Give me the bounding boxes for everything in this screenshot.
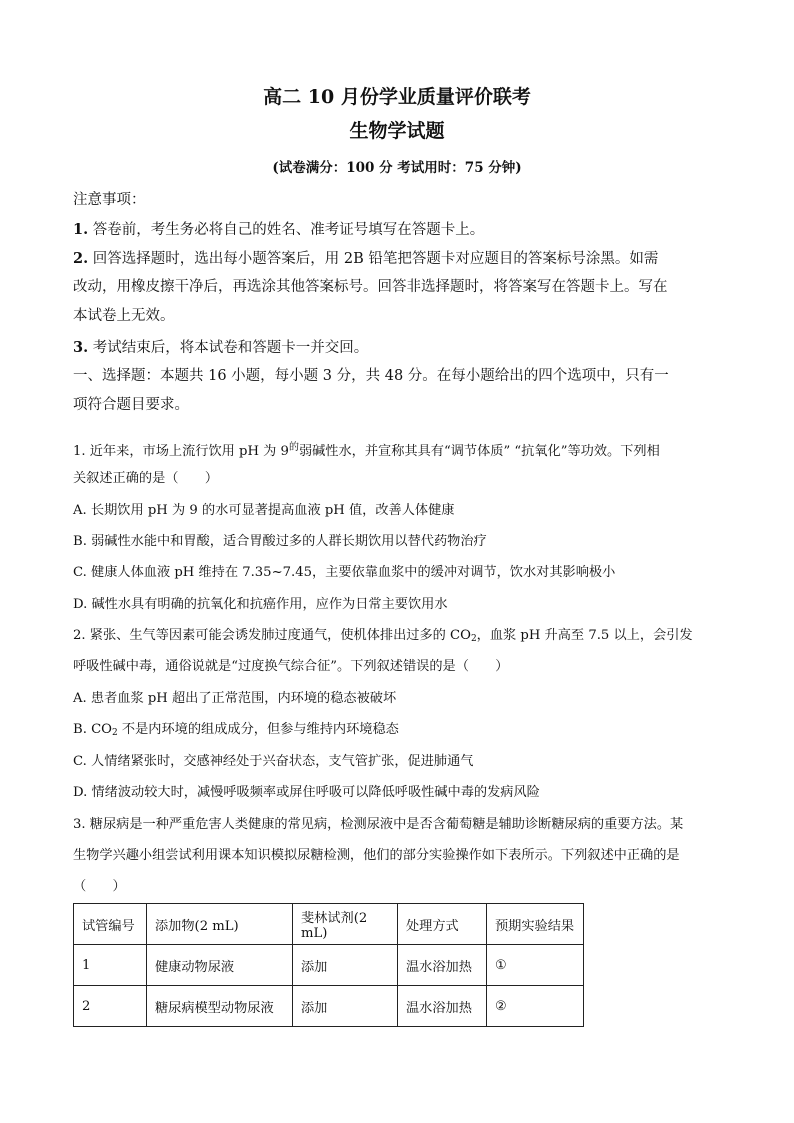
question-2-text-a: 2. 紧张、生气等因素可能会诱发肺过度通气，使机体排出过多的 CO (73, 628, 471, 643)
question-1-option-b: B. 弱碱性水能中和胃酸，适合胃酸过多的人群长期饮用以替代药物治疗 (73, 534, 487, 549)
table-cell: 1 (74, 945, 147, 986)
question-1-superscript: 的 (288, 442, 299, 453)
notice-item-2 (73, 244, 723, 274)
notice-item-2-number: 2. (73, 250, 89, 267)
question-2-option-d: D. 情绪波动较大时，减慢呼吸频率或屏住呼吸可以降低呼吸性碱中毒的发病风险 (73, 785, 540, 800)
question-1-option-a: A. 长期饮用 pH 为 9 的水可显著提高血液 pH 值，改善人体健康 (73, 503, 455, 518)
notice-item-2-line-3: 本试卷上无效。 (73, 308, 175, 324)
notice-item-1 (73, 215, 723, 245)
table-cell: 添加 (293, 945, 398, 986)
question-1-option-d: D. 碱性水具有明确的抗氧化和抗癌作用，应作为日常主要饮用水 (73, 597, 448, 612)
table-header-cell: 斐林试剂(2 mL) (293, 904, 398, 945)
table-header-cell: 处理方式 (398, 904, 487, 945)
notice-item-1-text: 答卷前，考生务必将自己的姓名、准考证号填写在答题卡上。 (92, 222, 485, 238)
notice-item-3 (73, 333, 723, 363)
question-1-text-b: 弱碱性水，并宣称其具有“调节体质” “抗氧化”等功效。下列相 (298, 444, 660, 459)
subject-title: 生物学试题 (349, 120, 445, 142)
question-2-option-c: C. 人情绪紧张时，交感神经处于兴奋状态，支气管扩张，促进肺通气 (73, 754, 474, 769)
question-2-option-b (73, 720, 723, 743)
table-row (74, 986, 584, 1027)
table-header-cell: 试管编号 (74, 904, 147, 945)
experiment-table (73, 903, 584, 1027)
question-2-option-b-text-a: B. CO (73, 722, 112, 737)
table-header-cell: 添加物(2 mL) (147, 904, 293, 945)
table-cell: 温水浴加热 (398, 945, 487, 986)
notice-item-3-number: 3. (73, 339, 89, 356)
table-cell: ① (487, 945, 584, 986)
question-3-line-1: 3. 糖尿病是一种严重危害人类健康的常见病，检测尿液中是否含葡萄糖是辅助诊断糖尿病的重要方法。某 (73, 817, 684, 832)
section-heading-line-2: 项符合题目要求。 (73, 397, 189, 413)
table-cell: 糖尿病模型动物尿液 (147, 986, 293, 1027)
question-2-option-b-text-b: 不是内环境的组成成分，但参与维持内环境稳态 (117, 722, 399, 737)
table-header-cell: 预期实验结果 (487, 904, 584, 945)
question-1-line-1 (73, 432, 723, 467)
notice-item-2-line-2: 改动，用橡皮擦干净后，再选涂其他答案标号。回答非选择题时，将答案写在答题卡上。写在 (73, 279, 668, 295)
table-cell: 2 (74, 986, 147, 1027)
question-3-line-2: 生物学兴趣小组尝试利用课本知识模拟尿糖检测，他们的部分实验操作如下表所示。下列叙述中正确的是 (73, 848, 680, 863)
table-header-row (74, 904, 584, 945)
notice-item-3-text: 考试结束后，将本试卷和答题卡一并交回。 (92, 340, 369, 356)
notice-item-1-number: 1. (73, 221, 89, 238)
section-heading-line-1: 一、选择题：本题共 16 小题，每小题 3 分，共 48 分。在每小题给出的四个选项中，只有一 (73, 368, 669, 384)
table-cell: 添加 (293, 986, 398, 1027)
table-cell: ② (487, 986, 584, 1027)
question-3-line-3: （ ） (73, 879, 126, 894)
table-row (74, 945, 584, 986)
question-1-line-2: 关叙述正确的是（ ） (73, 471, 219, 486)
question-2-subscript: 2 (470, 634, 477, 644)
question-2-line-2: 呼吸性碱中毒，通俗说就是“过度换气综合征”。下列叙述错误的是（ ） (73, 659, 509, 674)
table-cell: 健康动物尿液 (147, 945, 293, 986)
question-2-option-b-subscript: 2 (111, 728, 118, 738)
question-2-line-1 (73, 620, 723, 655)
question-1-option-c: C. 健康人体血液 pH 维持在 7.35~7.45，主要依靠血浆中的缓冲对调节，饮水对其影响极小 (73, 565, 616, 580)
exam-title: 高二 10 月份学业质量评价联考 (263, 86, 531, 108)
notice-item-2-line-1: 回答选择题时，选出每小题答案后，用 2B 铅笔把答题卡对应题目的答案标号涂黑。如需 (92, 251, 659, 267)
question-2-text-b: ，血浆 pH 升高至 7.5 以上，会引发 (476, 628, 693, 643)
question-2-option-a: A. 患者血浆 pH 超出了正常范围，内环境的稳态被破坏 (73, 691, 397, 706)
notice-heading: 注意事项： (73, 192, 146, 208)
question-1-text-a: 1. 近年来，市场上流行饮用 pH 为 9 (73, 444, 289, 459)
table-cell: 温水浴加热 (398, 986, 487, 1027)
exam-info: (试卷满分：100 分 考试用时：75 分钟) (272, 160, 522, 176)
